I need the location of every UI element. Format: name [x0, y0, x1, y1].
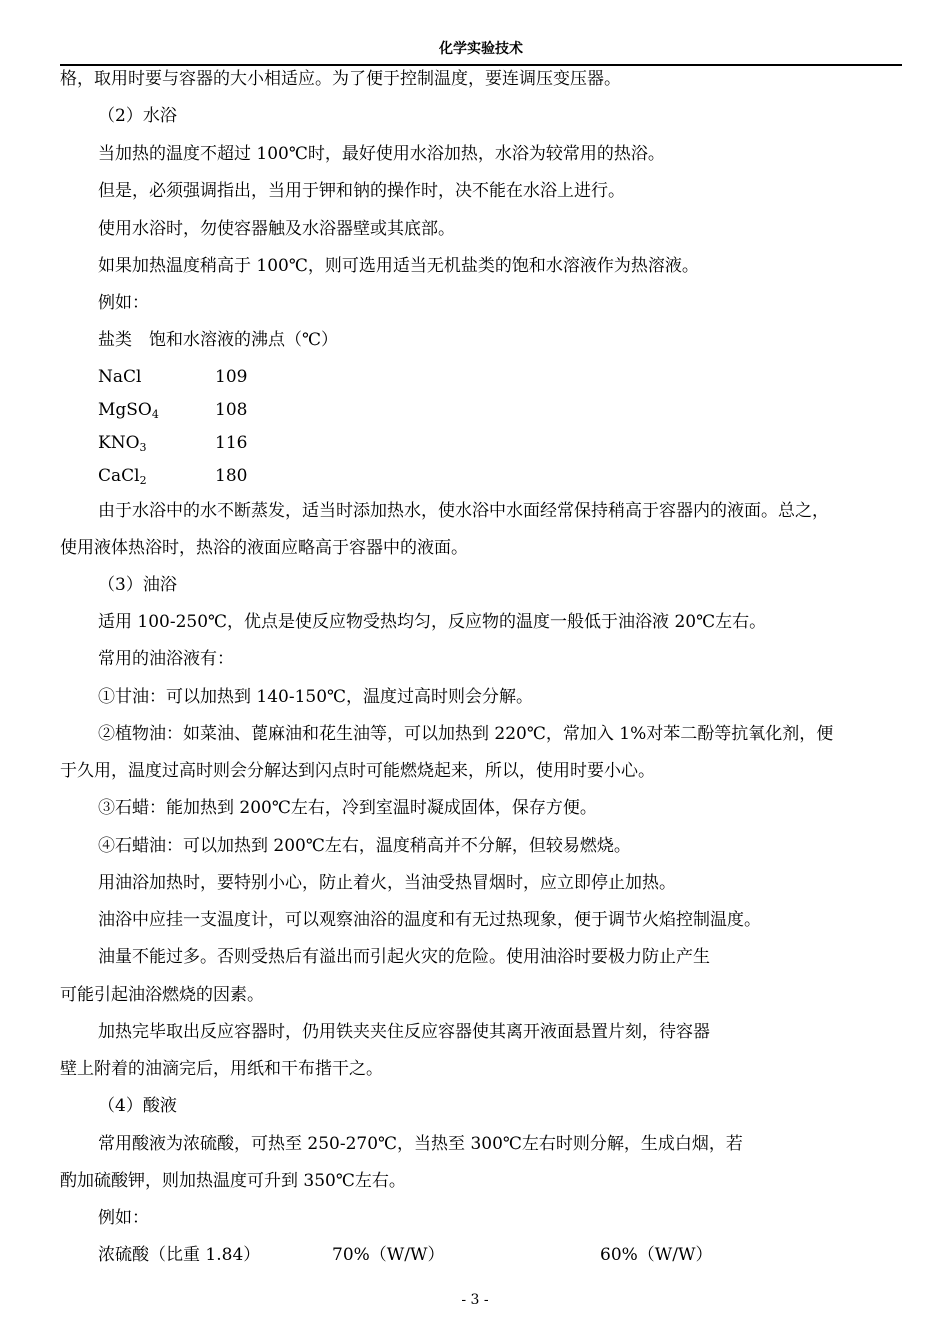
table-row-formula: NaCl	[98, 367, 142, 387]
paragraph-line: 油浴中应挂一支温度计，可以观察油浴的温度和有无过热现象，便于调节火焰控制温度。	[98, 910, 761, 930]
paragraph-line: 加热完毕取出反应容器时，仍用铁夹夹住反应容器使其离开液面悬置片刻，待容器	[98, 1022, 710, 1042]
list-item: ②植物油：如菜油、蓖麻油和花生油等，可以加热到 220℃，常加入 1%对苯二酚等抗氧化剂，便	[98, 724, 834, 744]
section-heading-oil-bath: （3）油浴	[98, 575, 177, 595]
paragraph-line: 常用酸液为浓硫酸，可热至 250-270℃，当热至 300℃左右时则分解，生成白烟，若	[98, 1134, 743, 1154]
section-heading-acid-bath: （4）酸液	[98, 1096, 177, 1116]
paragraph-line: 格，取用时要与容器的大小相适应。为了便于控制温度，要连调压变压器。	[60, 69, 621, 89]
paragraph-line: 使用水浴时，勿使容器触及水浴器壁或其底部。	[98, 219, 455, 239]
table-row-value: 109	[215, 367, 248, 387]
table-row-value: 108	[215, 400, 248, 420]
acid-concentration-1: 70%（W/W）	[332, 1245, 445, 1265]
list-item: ④石蜡油：可以加热到 200℃左右，温度稍高并不分解，但较易燃烧。	[98, 836, 631, 856]
paragraph-line: 壁上附着的油滴完后，用纸和干布揩干之。	[60, 1059, 383, 1079]
paragraph-line: 由于水浴中的水不断蒸发，适当时添加热水，使水浴中水面经常保持稍高于容器内的液面。总之，	[98, 501, 829, 521]
list-item: ③石蜡：能加热到 200℃左右，冷到室温时凝成固体，保存方便。	[98, 798, 597, 818]
table-row-formula: $KNO_3$	[98, 433, 147, 454]
table-row-value: 116	[215, 433, 248, 453]
paragraph-line: 酌加硫酸钾，则加热温度可升到 350℃左右。	[60, 1171, 406, 1191]
paragraph-line: 但是，必须强调指出，当用于钾和钠的操作时，决不能在水浴上进行。	[98, 181, 625, 201]
table-heading: 盐类 饱和水溶液的沸点（℃）	[98, 330, 339, 350]
paragraph-line: 如果加热温度稍高于 100℃，则可选用适当无机盐类的饱和水溶液作为热溶液。	[98, 256, 699, 276]
acid-concentration-2: 60%（W/W）	[600, 1245, 713, 1265]
paragraph-line: 当加热的温度不超过 100℃时，最好使用水浴加热，水浴为较常用的热浴。	[98, 144, 665, 164]
page-number: - 3 -	[461, 1292, 489, 1308]
paragraph-line: 于久用，温度过高时则会分解达到闪点时可能燃烧起来，所以，使用时要小心。	[60, 761, 655, 781]
paragraph-line: 可能引起油浴燃烧的因素。	[60, 985, 264, 1005]
header-rule	[60, 64, 902, 66]
running-header: 化学实验技术	[439, 41, 523, 57]
table-row-formula: MgSO$_4$	[98, 400, 159, 421]
paragraph-line: 例如：	[98, 1208, 149, 1228]
table-row-value: 180	[215, 466, 248, 486]
paragraph-line: 例如：	[98, 293, 149, 313]
paragraph-line: 使用液体热浴时，热浴的液面应略高于容器中的液面。	[60, 538, 468, 558]
paragraph-line: 用油浴加热时，要特别小心，防止着火，当油受热冒烟时，应立即停止加热。	[98, 873, 676, 893]
section-heading-water-bath: （2）水浴	[98, 106, 177, 126]
list-item: ①甘油：可以加热到 140-150℃，温度过高时则会分解。	[98, 687, 534, 707]
paragraph-line: 适用 100-250℃，优点是使反应物受热均匀，反应物的温度一般低于油浴液 20℃左右。	[98, 612, 767, 632]
acid-label: 浓硫酸（比重 1.84）	[98, 1245, 261, 1265]
paragraph-line: 油量不能过多。否则受热后有溢出而引起火灾的危险。使用油浴时要极力防止产生	[98, 947, 710, 967]
table-row-formula: CaCl$_2$	[98, 466, 147, 487]
paragraph-line: 常用的油浴液有：	[98, 649, 234, 669]
